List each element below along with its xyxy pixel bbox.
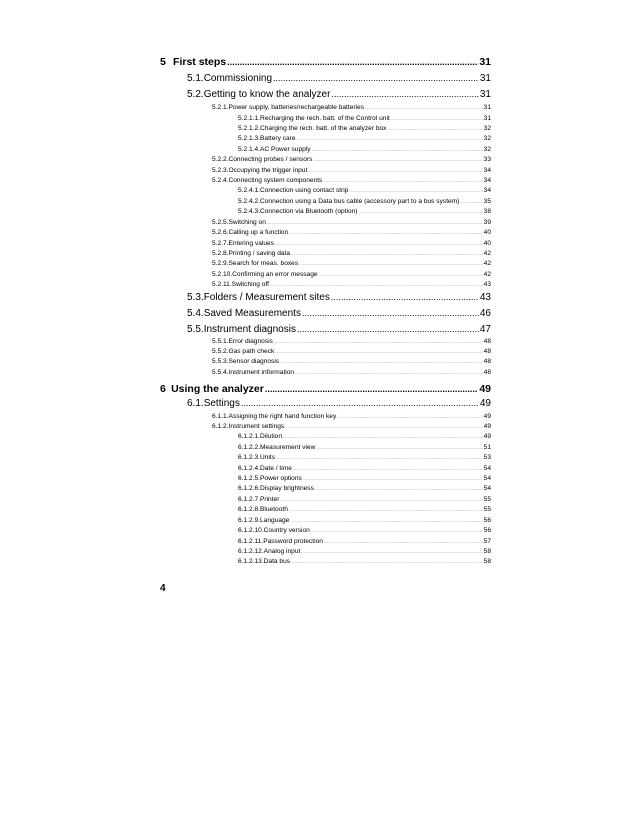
toc-entry[interactable]	[238, 115, 491, 125]
toc-entry-title: Analog input	[263, 548, 301, 555]
toc-entry-page: 34	[483, 177, 491, 184]
page-number: 4	[160, 583, 166, 594]
toc-entry[interactable]	[212, 369, 491, 379]
toc-entry[interactable]	[187, 324, 491, 338]
toc-entry-title: Switching on	[228, 219, 266, 226]
toc-entry-title: Bluetooth	[260, 506, 288, 513]
toc-entry[interactable]	[238, 125, 491, 135]
dot-leader	[289, 507, 483, 512]
toc-entry-page: 42	[483, 250, 491, 257]
toc-entry-title: Dilution	[260, 433, 282, 440]
toc-entry-page: 31	[479, 89, 491, 100]
toc-entry[interactable]	[238, 506, 491, 516]
toc-entry[interactable]	[212, 338, 491, 348]
toc-entry-page: 42	[483, 271, 491, 278]
toc-entry-number: 6	[160, 383, 166, 395]
toc-entry[interactable]	[212, 358, 491, 368]
dot-leader	[241, 398, 479, 408]
toc-entry[interactable]	[238, 208, 491, 218]
toc-entry[interactable]	[160, 383, 491, 397]
dot-leader	[391, 116, 483, 121]
toc-entry-page: 32	[483, 135, 491, 142]
toc-entry-number: 5.2.1.4.	[238, 146, 260, 153]
toc-entry-page: 48	[483, 369, 491, 376]
toc-entry-number: 6.1.2.1.	[238, 433, 260, 440]
dot-leader	[299, 261, 483, 266]
toc-entry-page: 57	[483, 538, 491, 545]
dot-leader	[283, 434, 483, 439]
toc-entry-title: Assigning the right hand function key	[228, 413, 337, 420]
toc-entry-page: 32	[483, 146, 491, 153]
dot-leader	[315, 486, 483, 491]
toc-entry[interactable]	[187, 73, 491, 87]
dot-leader	[275, 241, 483, 246]
toc-entry-page: 51	[483, 444, 491, 451]
toc-entry-number: 5.2.7.	[212, 240, 229, 247]
toc-entry[interactable]	[212, 413, 491, 423]
dot-leader	[270, 282, 483, 287]
dot-leader	[285, 424, 482, 429]
toc-entry-number: 5.2.1.2.	[238, 125, 260, 132]
dot-leader	[267, 220, 483, 225]
toc-entry-page: 53	[483, 454, 491, 461]
toc-entry-title: Search for meas. boxes	[228, 260, 299, 267]
toc-entry-page: 49	[483, 423, 491, 430]
toc-entry-number: 5.2.10.	[212, 271, 233, 278]
dot-leader	[275, 349, 482, 354]
toc-entry-number: 5.5.2.	[212, 348, 229, 355]
toc-entry-number: 6.1.2.2.	[238, 444, 260, 451]
toc-entry-number: 5.5.3.	[212, 358, 229, 365]
toc-entry-number: 5.2.4.2.	[238, 198, 260, 205]
toc-entry-page: 54	[483, 465, 491, 472]
toc-entry-page: 49	[483, 413, 491, 420]
toc-entry-number: 6.1.	[187, 398, 204, 409]
toc-entry-number: 6.1.2.10.	[238, 527, 264, 534]
toc-entry[interactable]	[212, 240, 491, 250]
toc-entry-number: 6.1.2.13.	[238, 558, 264, 565]
toc-entry-page: 35	[483, 198, 491, 205]
toc-entry-page: 48	[483, 338, 491, 345]
toc-entry-title: Connection using a Data bus cable (accessory part to a bus system)	[260, 198, 460, 205]
toc-entry-number: 5.2.3.	[212, 167, 229, 174]
toc-entry-page: 34	[483, 187, 491, 194]
toc-entry-page: 43	[483, 281, 491, 288]
dot-leader	[291, 559, 483, 564]
toc-entry-page: 38	[483, 208, 491, 215]
toc-entry-title: Confirming an error message	[232, 271, 318, 278]
toc-entry-page: 31	[479, 73, 491, 84]
toc-entry-title: Switching off	[231, 281, 269, 288]
toc-entry[interactable]	[212, 250, 491, 260]
toc-entry-number: 5	[160, 56, 166, 68]
dot-leader	[289, 230, 482, 235]
toc-entry-page: 48	[483, 348, 491, 355]
toc-entry-title: Printer	[260, 496, 280, 503]
dot-leader	[311, 528, 483, 533]
toc-entry[interactable]	[238, 548, 491, 558]
toc-entry-title: Occupying the trigger input	[228, 167, 308, 174]
toc-entry-title: AC Power supply	[260, 146, 311, 153]
dot-leader	[337, 414, 482, 419]
toc-entry-title: First steps	[173, 56, 227, 68]
toc-entry-number: 6.1.2.	[212, 423, 229, 430]
toc-entry-page: 48	[483, 358, 491, 365]
toc-entry-number: 5.3.	[187, 292, 204, 303]
dot-leader	[365, 105, 483, 110]
toc-entry-number: 5.2.1.3.	[238, 135, 260, 142]
toc-entry[interactable]	[212, 229, 491, 239]
toc-entry-title: Data bus	[263, 558, 291, 565]
toc-entry-title: Power supply, batteries/rechargeable batteries	[228, 104, 364, 111]
toc-entry-number: 6.1.2.6.	[238, 485, 260, 492]
toc-entry-title: Gas path check	[228, 348, 275, 355]
toc-entry-page: 54	[483, 475, 491, 482]
toc-entry-number: 6.1.2.3.	[238, 454, 260, 461]
dot-leader	[265, 384, 478, 394]
toc-entry[interactable]	[212, 423, 491, 433]
toc-entry-page: 54	[483, 485, 491, 492]
toc-entry-title: Settings	[203, 398, 240, 409]
toc-entry-number: 5.2.1.	[212, 104, 229, 111]
toc-entry-number: 5.5.4.	[212, 369, 229, 376]
toc-entry-title: Commissioning	[203, 73, 273, 84]
toc-entry-page: 49	[479, 398, 491, 409]
toc-entry-page: 34	[483, 167, 491, 174]
toc-entry-title: Instrument diagnosis	[203, 324, 296, 335]
toc-entry-title: Password protection	[263, 538, 323, 545]
toc-entry-title: Folders / Measurement sites	[203, 292, 330, 303]
toc-entry[interactable]	[238, 517, 491, 527]
toc-entry[interactable]	[212, 177, 491, 187]
toc-entry-title: Display brightness	[260, 485, 314, 492]
toc-entry-number: 6.1.2.11.	[238, 538, 264, 545]
toc-entry[interactable]	[238, 475, 491, 485]
dot-leader	[308, 168, 482, 173]
toc-entry-title: Units	[260, 454, 276, 461]
toc-entry-title: Entering values	[228, 240, 274, 247]
toc-entry[interactable]	[212, 260, 491, 270]
toc-entry[interactable]	[238, 187, 491, 197]
toc-entry[interactable]	[212, 281, 491, 291]
toc-entry-title: Connecting probes / sensors	[228, 156, 313, 163]
dot-leader	[313, 157, 482, 162]
toc-entry-number: 5.2.8.	[212, 250, 229, 257]
toc-entry-title: Using the analyzer	[171, 383, 264, 395]
dot-leader	[302, 308, 479, 318]
dot-leader	[301, 549, 482, 554]
toc-entry-title: Country version	[263, 527, 310, 534]
toc-entry-title: Charging the rech. batt. of the analyzer box	[260, 125, 387, 132]
toc-entry-number: 6.1.2.12.	[238, 548, 264, 555]
toc-entry-title: Date / time	[260, 465, 292, 472]
toc-entry-page: 58	[483, 558, 491, 565]
dot-leader	[303, 476, 483, 481]
toc-entry[interactable]	[238, 146, 491, 156]
toc-entry-page: 33	[483, 156, 491, 163]
toc-entry-title: Instrument settings	[228, 423, 285, 430]
toc-entry-page: 46	[479, 308, 491, 319]
toc-entry-number: 5.2.4.1.	[238, 187, 260, 194]
dot-leader	[274, 339, 483, 344]
toc-entry-page: 56	[483, 517, 491, 524]
toc-entry-title: Connecting system components	[228, 177, 323, 184]
dot-leader	[359, 209, 483, 214]
toc-entry-page: 56	[483, 527, 491, 534]
toc-entry-title: Sensor diagnosis	[228, 358, 280, 365]
dot-leader	[293, 466, 483, 471]
toc-entry-title: Calling up a function	[228, 229, 289, 236]
toc-entry-number: 5.2.4.	[212, 177, 229, 184]
toc-entry[interactable]	[187, 89, 491, 103]
toc-entry-page: 31	[483, 104, 491, 111]
toc-entry-number: 5.5.1.	[212, 338, 229, 345]
toc-entry-page: 40	[483, 229, 491, 236]
dot-leader	[297, 136, 483, 141]
toc-entry-number: 5.2.6.	[212, 229, 229, 236]
toc-entry-number: 5.2.5.	[212, 219, 229, 226]
toc-entry-title: Recharging the rech. batt. of the Control unit	[260, 115, 390, 122]
dot-leader	[349, 188, 482, 193]
toc-entry-number: 5.2.11.	[212, 281, 232, 288]
toc-entry-number: 6.1.2.8.	[238, 506, 260, 513]
dot-leader	[331, 292, 479, 302]
toc-entry[interactable]	[187, 308, 491, 322]
toc-entry-title: Language	[260, 517, 290, 524]
dot-leader	[276, 455, 483, 460]
toc-entry-number: 5.2.4.3.	[238, 208, 260, 215]
toc-entry-title: Instrument information	[228, 369, 295, 376]
toc-entry[interactable]	[238, 496, 491, 506]
toc-entry-title: Battery care	[260, 135, 296, 142]
toc-entry-number: 5.5.	[187, 324, 204, 335]
toc-entry-page: 42	[483, 260, 491, 267]
toc-entry[interactable]	[160, 56, 491, 70]
toc-entry[interactable]	[212, 156, 491, 166]
toc-entry-number: 6.1.1.	[212, 413, 229, 420]
toc-entry-title: Connection via Bluetooth (option)	[260, 208, 358, 215]
dot-leader	[227, 57, 478, 67]
dot-leader	[295, 370, 483, 375]
dot-leader	[323, 178, 482, 183]
toc-entry-number: 5.4.	[187, 308, 204, 319]
toc-entry[interactable]	[212, 271, 491, 281]
toc-entry-title: Connection using contact strip	[260, 187, 349, 194]
toc-entry-page: 55	[483, 506, 491, 513]
toc-entry[interactable]	[238, 485, 491, 495]
dot-leader	[387, 126, 482, 131]
dot-leader	[312, 147, 483, 152]
toc-entry-title: Saved Measurements	[203, 308, 301, 319]
dot-leader	[319, 272, 483, 277]
dot-leader	[280, 497, 482, 502]
toc-entry[interactable]	[187, 398, 491, 412]
dot-leader	[291, 251, 483, 256]
toc-entry-number: 5.2.9.	[212, 260, 229, 267]
toc-entry-page: 43	[479, 292, 491, 303]
toc-entry-title: Printing / saving data	[228, 250, 291, 257]
toc-entry[interactable]	[238, 465, 491, 475]
dot-leader	[290, 518, 482, 523]
toc-entry[interactable]	[238, 198, 491, 208]
dot-leader	[331, 89, 478, 99]
toc-entry-number: 5.1.	[187, 73, 204, 84]
toc-entry-page: 55	[483, 496, 491, 503]
toc-entry-number: 5.2.	[187, 89, 204, 100]
toc-entry-title: Error diagnosis	[228, 338, 273, 345]
toc-entry[interactable]	[238, 135, 491, 145]
toc-entry-number: 6.1.2.9.	[238, 517, 260, 524]
toc-entry-page: 58	[483, 548, 491, 555]
toc-entry[interactable]	[238, 433, 491, 443]
dot-leader	[273, 73, 479, 83]
toc-entry-title: Power options	[260, 475, 302, 482]
toc-entry-number: 5.2.1.1.	[238, 115, 260, 122]
toc-entry[interactable]	[238, 454, 491, 464]
toc-entry-title: Measurement view	[260, 444, 316, 451]
toc-entry[interactable]	[212, 219, 491, 229]
toc-entry-page: 31	[483, 115, 491, 122]
toc-entry[interactable]	[212, 348, 491, 358]
toc-entry-page: 49	[483, 433, 491, 440]
toc-entry[interactable]	[212, 104, 491, 114]
toc-entry-title: Getting to know the analyzer	[203, 89, 331, 100]
toc-entry-page: 40	[483, 240, 491, 247]
toc-entry[interactable]	[187, 292, 491, 306]
toc-entry-page: 31	[479, 56, 491, 68]
toc-entry-number: 6.1.2.4.	[238, 465, 260, 472]
dot-leader	[297, 324, 479, 334]
dot-leader	[324, 539, 483, 544]
toc-entry-page: 32	[483, 125, 491, 132]
toc-entry-number: 6.1.2.7.	[238, 496, 260, 503]
toc-entry-number: 5.2.2.	[212, 156, 229, 163]
toc-entry-page: 47	[479, 324, 491, 335]
toc-entry[interactable]	[238, 558, 491, 568]
dot-leader	[316, 445, 482, 450]
toc-entry[interactable]	[238, 538, 491, 548]
toc-entry[interactable]	[238, 444, 491, 454]
dot-leader	[280, 359, 483, 364]
toc-entry-number: 6.1.2.5.	[238, 475, 260, 482]
toc-entry[interactable]	[212, 167, 491, 177]
toc-entry[interactable]	[238, 527, 491, 537]
toc-entry-page: 49	[479, 383, 491, 395]
toc-entry-page: 39	[483, 219, 491, 226]
dot-leader	[460, 199, 482, 204]
